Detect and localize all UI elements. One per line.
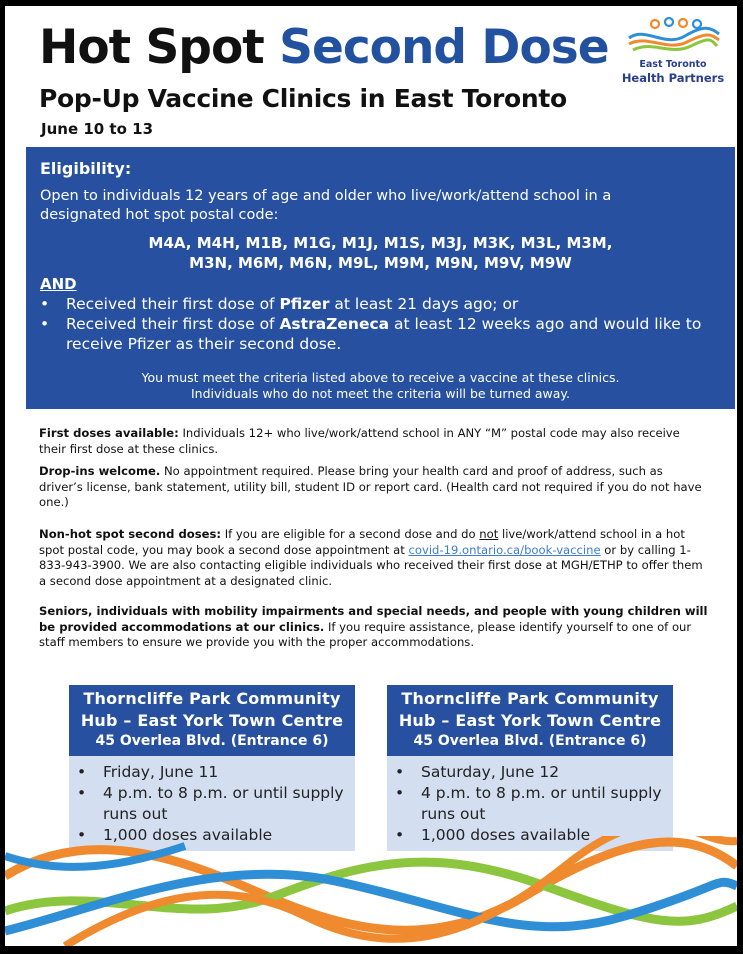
clinic-header <box>69 685 355 756</box>
clinic-name-line-2: Hub – East York Town Centre <box>80 711 344 730</box>
clinic-date: • Saturday, June 12 <box>395 762 673 783</box>
postal-codes-line-2: M3N, M6M, M6N, M9L, M9M, M9N, M9V, M9W <box>189 254 572 272</box>
paragraph-text: If you are eligible for a second dose and do <box>221 527 480 541</box>
clinic-name-line-1: Thorncliffe Park Community <box>401 689 659 708</box>
ethp-logo <box>617 16 729 85</box>
clinic-dates: June 10 to 13 <box>41 120 154 138</box>
clinic-details-list <box>387 762 673 846</box>
dropins-paragraph <box>39 464 709 511</box>
page-subtitle: Pop-Up Vaccine Clinics in East Toronto <box>39 84 567 113</box>
clinic-hours: • 4 p.m. to 8 p.m. or until supply runs out <box>77 783 355 825</box>
logo-text-line-1: East Toronto <box>639 59 707 70</box>
paragraph-label: Seniors, individuals with mobility impairments and special needs, and people with young children will be provided accommodations at our clinics. <box>39 604 708 634</box>
paragraph-text: or by calling 1-833-943-3900. We are also contacting eligible individuals who received their first dose at MGH/ETHP to offer them a second dose appointment at a designated clinic. <box>39 542 703 588</box>
logo-text-line-2: Health Partners <box>621 71 725 85</box>
accommodations-paragraph <box>39 604 709 651</box>
clinic-header <box>387 685 673 756</box>
eligibility-item-pfizer <box>40 294 720 314</box>
non-hot-spot-paragraph <box>39 527 709 589</box>
clinic-card-friday <box>69 685 355 851</box>
title-part-1: Hot Spot <box>39 20 264 75</box>
eligibility-note <box>26 370 735 402</box>
item-text: Received their first dose of <box>66 315 280 333</box>
note-line-1: You must meet the criteria listed above to receive a vaccine at these clinics. <box>141 370 620 385</box>
page-title <box>39 22 609 74</box>
people-figures-logo-icon <box>625 16 721 56</box>
and-label: AND <box>40 275 77 293</box>
clinic-date: • Friday, June 11 <box>77 762 355 783</box>
eligibility-item-astrazeneca <box>40 314 720 354</box>
clinic-doses: • 1,000 doses available <box>77 825 355 846</box>
paragraph-text: live/work/attend school in a hot spot postal code, you may book a second dose appointment at <box>39 527 685 557</box>
first-doses-paragraph <box>39 426 709 457</box>
eligibility-title: Eligibility: <box>40 159 132 178</box>
item-text: at least 21 days ago; or <box>329 295 519 313</box>
clinic-hours: • 4 p.m. to 8 p.m. or until supply runs out <box>395 783 673 825</box>
title-part-2: Second Dose <box>279 20 609 75</box>
paragraph-label: Drop-ins welcome. <box>39 464 161 478</box>
decorative-waves <box>5 836 737 946</box>
item-text: at least 12 weeks ago and would like to receive Pfizer as their second dose. <box>66 315 702 353</box>
vaccine-name: AstraZeneca <box>279 315 390 333</box>
clinic-card-saturday <box>387 685 673 851</box>
paragraph-text: No appointment required. Please bring your health card and proof of address, such as driver’s license, bank statement, utility bill, student ID or report card. (Health card not required if you do not have one.) <box>39 464 702 509</box>
emphasis-not: not <box>479 527 499 541</box>
clinic-details-list <box>69 762 355 846</box>
note-line-2: Individuals who do not meet the criteria will be turned away. <box>191 386 570 401</box>
paragraph-label: Non-hot spot second doses: <box>39 527 222 541</box>
book-vaccine-link[interactable]: covid-19.ontario.ca/book-vaccine <box>408 542 601 557</box>
paragraph-text: If you require assistance, please identify yourself to one of our staff members to ensure we provide you with the proper accommodations. <box>39 619 692 649</box>
eligibility-list <box>40 294 720 354</box>
eligibility-section <box>26 147 735 409</box>
clinic-address: 45 Overlea Blvd. (Entrance 6) <box>95 733 329 749</box>
clinic-doses: • 1,000 doses available <box>395 825 673 846</box>
flyer-page <box>5 6 737 946</box>
postal-codes-line-1: M4A, M4H, M1B, M1G, M1J, M1S, M3J, M3K, M3L, M3M, <box>148 234 613 252</box>
clinic-address: 45 Overlea Blvd. (Entrance 6) <box>413 733 647 749</box>
eligibility-intro: Open to individuals 12 years of age and older who live/work/attend school in a designated hot spot postal code: <box>40 188 612 223</box>
clinic-name-line-2: Hub – East York Town Centre <box>398 711 662 730</box>
item-text: Received their first dose of <box>66 295 280 313</box>
vaccine-name: Pfizer <box>279 295 330 313</box>
clinic-name-line-1: Thorncliffe Park Community <box>83 689 341 708</box>
paragraph-label: First doses available: <box>39 426 179 440</box>
postal-codes <box>26 233 735 273</box>
paragraph-text: Individuals 12+ who live/work/attend school in ANY “M” postal code may also receive their first dose at these clinics. <box>39 426 680 456</box>
